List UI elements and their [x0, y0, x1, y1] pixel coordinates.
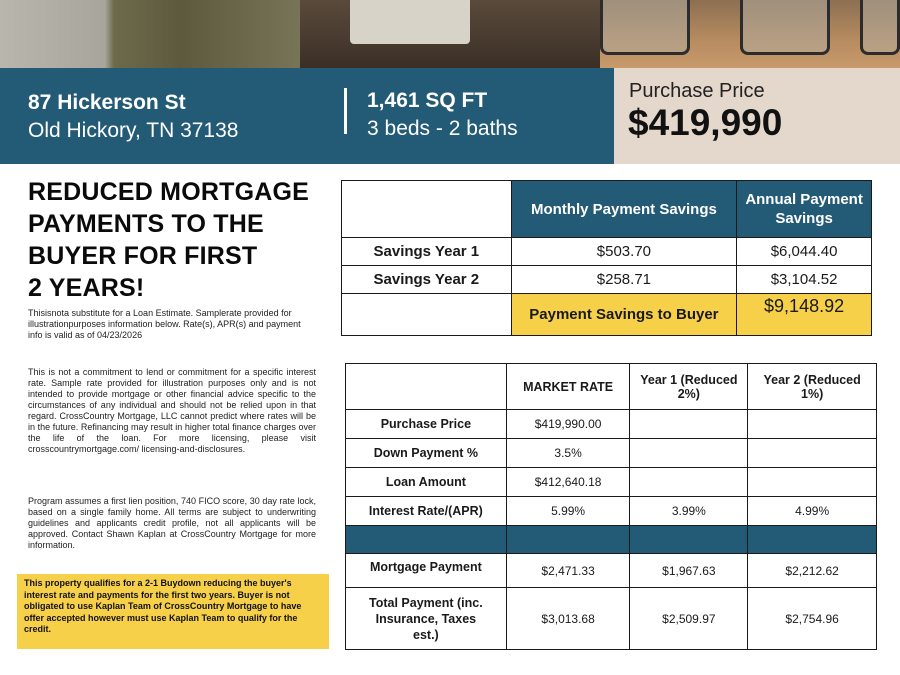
year2-header: Year 2 (Reduced 1%): [748, 364, 877, 410]
table-row: [346, 588, 877, 650]
year1-value: [630, 410, 748, 439]
total-empty-cell: [342, 294, 512, 336]
total-savings-label: Payment Savings to Buyer: [511, 294, 737, 336]
photo-patio-chair: [740, 0, 830, 55]
header-divider: [344, 88, 347, 134]
savings-row-label: Savings Year 1: [342, 238, 512, 266]
property-address: [28, 90, 238, 145]
monthly-savings-value: $258.71: [511, 266, 737, 294]
market-value: $2,471.33: [506, 554, 630, 588]
headline: [28, 176, 328, 304]
year1-value: [630, 439, 748, 468]
purchase-price-value: $419,990: [628, 102, 783, 143]
table-row: [346, 497, 877, 526]
loan-estimate-note: Thisisnota substitute for a Loan Estimate. Samplerate provided for illustrationpurposes information below. Rate(s), APR(s) and payment info is valid as of 04/23/2026: [28, 308, 301, 340]
table-corner-cell: [346, 364, 507, 410]
market-value: $412,640.18: [506, 468, 630, 497]
market-value: 5.99%: [506, 497, 630, 526]
year2-value: 4.99%: [748, 497, 877, 526]
year2-value: $2,754.96: [748, 588, 877, 650]
table-header-row: [342, 181, 872, 238]
photo-decor-tray: [350, 0, 470, 44]
annual-savings-value: $6,044.40: [737, 238, 872, 266]
table-row: [342, 266, 872, 294]
year1-value: 3.99%: [630, 497, 748, 526]
savings-table: [341, 180, 872, 336]
monthly-savings-header: Monthly Payment Savings: [511, 181, 737, 238]
separator-cell: [506, 526, 630, 554]
year2-value: [748, 410, 877, 439]
year1-value: $1,967.63: [630, 554, 748, 588]
property-photo-strip: [0, 0, 900, 68]
total-savings-value: $9,148.92: [737, 294, 872, 336]
row-label: Down Payment %: [346, 439, 507, 468]
year2-value: [748, 468, 877, 497]
headline-line: 2 YEARS!: [28, 274, 145, 302]
row-label: Loan Amount: [346, 468, 507, 497]
separator-cell: [748, 526, 877, 554]
market-rate-header: MARKET RATE: [506, 364, 630, 410]
separator-cell: [346, 526, 507, 554]
headline-line: REDUCED MORTGAGE: [28, 178, 309, 206]
table-row: [346, 410, 877, 439]
year2-value: [748, 439, 877, 468]
table-header-row: [346, 364, 877, 410]
market-value: $3,013.68: [506, 588, 630, 650]
address-city: Old Hickory, TN 37138: [28, 119, 239, 142]
row-label: Total Payment (inc. Insurance, Taxes est.): [346, 588, 507, 650]
disclaimer-note: This is not a commitment to lend or commitment for a specific interest rate. Sample rate provided for illustration purposes only and is not intended to provide mortgage or other financial advice specific to the circumstances of any individual and should not be relied upon in that regard. CrossCountry Mortgage, LLC cannot predict where rates will be in the future. Refinancing may result in higher total finance charges over the life of the loan. For more licensing, please visit crosscountrymortgage.com/ licensing-and-disclosures.: [28, 367, 316, 454]
separator-cell: [630, 526, 748, 554]
buydown-callout: This property qualifies for a 2-1 Buydown reducing the buyer's interest rate and payments for the first two years. Buyer is not obligated to use Kaplan Team of CrossCountry Mortgage to have offer accepted however must use Kaplan Team to qualify for the credit.: [17, 574, 329, 649]
photo-patio-chair: [600, 0, 690, 55]
table-row: [346, 468, 877, 497]
headline-line: BUYER FOR FIRST: [28, 242, 258, 270]
annual-savings-header: Annual Payment Savings: [737, 181, 872, 238]
square-footage: 1,461 SQ FT: [367, 89, 488, 112]
table-separator-row: [346, 526, 877, 554]
table-row: [342, 238, 872, 266]
row-label: Interest Rate/(APR): [346, 497, 507, 526]
property-header: [0, 68, 614, 164]
monthly-savings-value: $503.70: [511, 238, 737, 266]
purchase-price-label: Purchase Price: [629, 80, 765, 102]
year1-value: $2,509.97: [630, 588, 748, 650]
program-note: Program assumes a first lien position, 740 FICO score, 30 day rate lock, based on a single family home. All terms are subject to underwriting guidelines and applicants credit profile, not all applicants will be approved. Contact Shawn Kaplan at CrossCountry Mortgage for more information.: [28, 496, 316, 550]
rate-comparison-table: [345, 363, 877, 650]
table-corner-cell: [342, 181, 512, 238]
year1-value: [630, 468, 748, 497]
table-total-row: [342, 294, 872, 336]
year1-header: Year 1 (Reduced 2%): [630, 364, 748, 410]
annual-savings-value: $3,104.52: [737, 266, 872, 294]
row-label: Purchase Price: [346, 410, 507, 439]
savings-row-label: Savings Year 2: [342, 266, 512, 294]
market-value: $419,990.00: [506, 410, 630, 439]
market-value: 3.5%: [506, 439, 630, 468]
address-street: 87 Hickerson St: [28, 91, 186, 114]
purchase-price-box: [614, 68, 900, 164]
row-label: Mortgage Payment: [346, 554, 507, 588]
photo-lawn: [0, 0, 300, 68]
beds-baths: 3 beds - 2 baths: [367, 117, 518, 140]
table-row: [346, 439, 877, 468]
headline-line: PAYMENTS TO THE: [28, 210, 264, 238]
photo-patio-chair: [860, 0, 900, 55]
year2-value: $2,212.62: [748, 554, 877, 588]
property-specs: [367, 88, 518, 143]
table-row: [346, 554, 877, 588]
